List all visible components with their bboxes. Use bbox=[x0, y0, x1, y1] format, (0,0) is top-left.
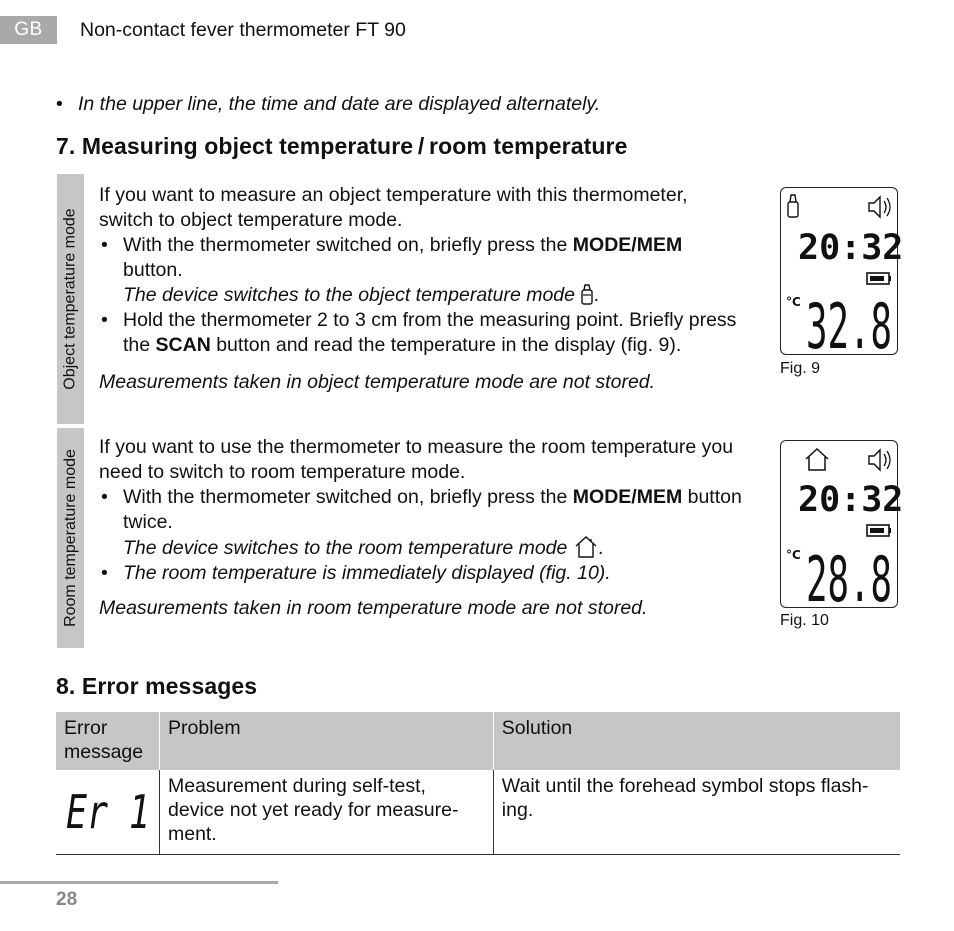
lcd-unit: °C bbox=[786, 548, 801, 562]
object-mode-text bbox=[99, 183, 739, 395]
battery-icon bbox=[867, 525, 891, 536]
page-number: 28 bbox=[56, 889, 78, 910]
lcd-display-fig9 bbox=[780, 187, 904, 363]
house-icon bbox=[573, 535, 599, 559]
room-bullet-1-text: With the thermometer switched on, briefly press the bbox=[123, 486, 573, 508]
mode-mem-button-label: MODE/MEM bbox=[572, 234, 683, 256]
object-bullet-1-end: button. bbox=[123, 259, 183, 281]
table-row bbox=[56, 770, 900, 855]
lcd-temperature: 32.8 bbox=[806, 290, 892, 363]
footer-rule bbox=[0, 881, 278, 884]
lcd-unit: °C bbox=[786, 295, 801, 309]
room-mode-bullet-2: • The room temperature is immediately displayed (fig. 10). bbox=[99, 561, 744, 586]
object-bullet-2-text: Hold the thermometer 2 to 3 cm from the measuring point. Briefly press the bbox=[123, 309, 737, 356]
side-tab-room-mode-label: Room temperature mode bbox=[61, 449, 79, 627]
room-mode-intro: If you want to use the thermometer to measure the room temperature you need to switch to room temperature mode. bbox=[99, 436, 734, 483]
room-mode-text bbox=[99, 435, 744, 621]
error-code-cell bbox=[56, 770, 160, 855]
room-mode-closing: Measurements taken in room temperature mode are not stored. bbox=[99, 597, 648, 619]
solution-cell: Wait until the forehead symbol stops flash-ing. bbox=[493, 770, 900, 855]
object-mode-note-end: . bbox=[594, 284, 600, 306]
object-mode-closing: Measurements taken in object temperature mode are not stored. bbox=[99, 371, 656, 393]
lcd-time: 20:32 bbox=[798, 480, 904, 520]
language-tab: GB bbox=[0, 16, 57, 44]
battery-icon bbox=[867, 273, 891, 284]
figure-caption: Fig. 10 bbox=[780, 612, 829, 629]
scan-button-label: SCAN bbox=[155, 334, 211, 356]
speaker-icon bbox=[869, 450, 890, 470]
error-code-text: Er 1 bbox=[66, 785, 150, 839]
bullet-glyph: • bbox=[56, 93, 63, 115]
side-tab-object-mode-label: Object temperature mode bbox=[61, 208, 79, 390]
room-bullet-1-end: button twice. bbox=[123, 486, 742, 533]
house-icon bbox=[806, 449, 828, 470]
side-tab-room-mode bbox=[57, 428, 84, 648]
object-bullet-2-end: button and read the temperature in the display (fig. 9). bbox=[210, 334, 682, 356]
bottle-icon bbox=[580, 283, 594, 305]
bottle-icon bbox=[788, 195, 798, 217]
section-7-heading: 7. Measuring object temperature / room temperature bbox=[56, 133, 628, 159]
room-mode-note-end: . bbox=[598, 537, 605, 559]
lcd-fig9-graphic bbox=[781, 188, 904, 363]
figure-caption: Fig. 9 bbox=[780, 360, 821, 377]
room-mode-note bbox=[99, 535, 744, 561]
lcd-error-code bbox=[56, 770, 159, 848]
object-mode-bullet-1 bbox=[99, 233, 739, 283]
lcd-display-fig10 bbox=[780, 440, 904, 616]
speaker-icon bbox=[869, 197, 890, 217]
problem-cell: Measurement during self-test, device not yet ready for measure-ment. bbox=[160, 770, 494, 855]
intro-note-text: In the upper line, the time and date are displayed alternately. bbox=[78, 93, 601, 115]
section-8-heading: 8. Error messages bbox=[56, 673, 258, 699]
room-mode-note-text: The device switches to the room temperature mode bbox=[123, 537, 573, 559]
lcd-time: 20:32 bbox=[798, 228, 904, 268]
column-header: Solution bbox=[493, 712, 900, 770]
mode-mem-button-label: MODE/MEM bbox=[572, 486, 683, 508]
side-tab-object-mode bbox=[57, 174, 84, 424]
lcd-fig10-graphic bbox=[781, 441, 904, 616]
lcd-temperature: 28.8 bbox=[806, 543, 892, 616]
object-mode-intro: If you want to measure an object temperature with this thermometer, switch to object temperature mode. bbox=[99, 184, 688, 231]
table-header-row bbox=[56, 712, 900, 770]
object-mode-bullet-2 bbox=[99, 308, 739, 358]
column-header: Problem bbox=[160, 712, 494, 770]
object-mode-note bbox=[99, 283, 739, 308]
document-title: Non-contact fever thermometer FT 90 bbox=[80, 19, 406, 41]
room-mode-bullet-1 bbox=[99, 485, 744, 535]
column-header: Error message bbox=[56, 712, 160, 770]
error-messages-table bbox=[56, 712, 900, 855]
object-mode-note-text: The device switches to the object temperature mode bbox=[123, 284, 581, 306]
object-bullet-1-text: With the thermometer switched on, briefly press the bbox=[123, 234, 573, 256]
intro-note bbox=[56, 91, 600, 117]
